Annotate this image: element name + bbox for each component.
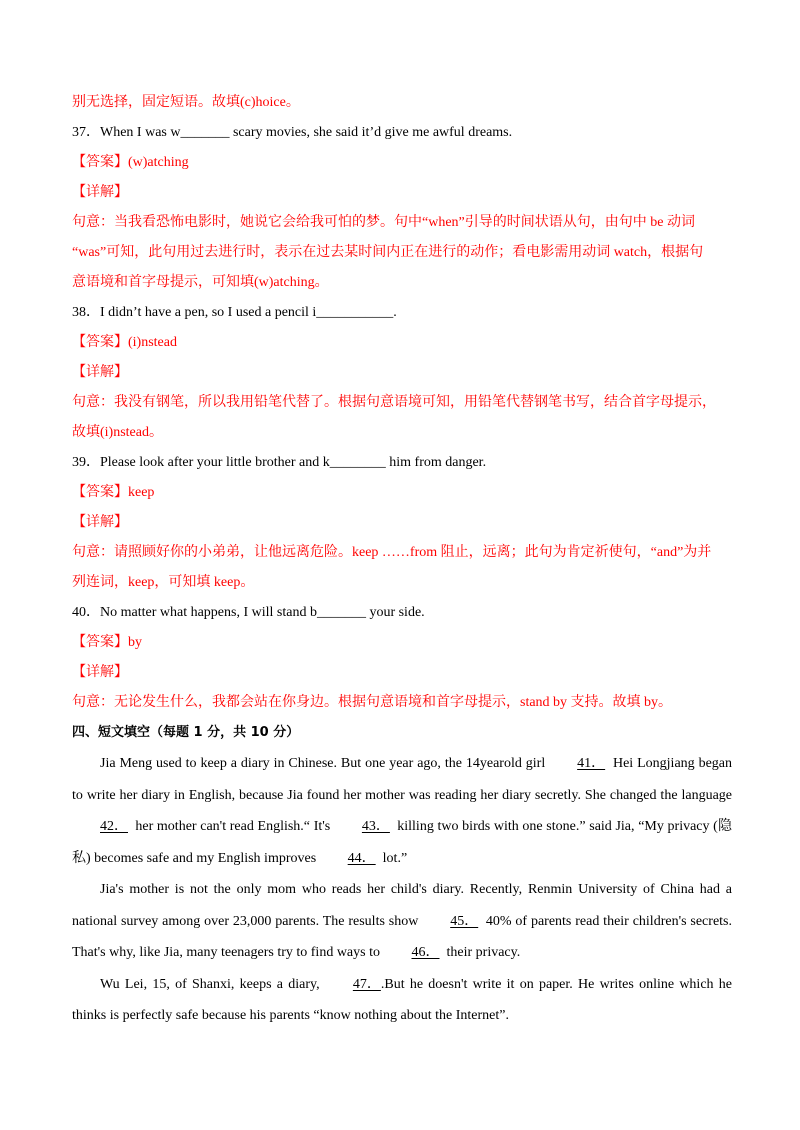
passage-text: .But he doesn't write it on paper. He writes online which he thinks is perfectly safe because his parents “know nothing about the Internet”. xyxy=(72,976,733,1023)
explanation-37-line-3 xyxy=(72,268,732,298)
passage-text: their privacy. xyxy=(446,945,521,960)
passage-text: her mother can't read English.“ It's xyxy=(135,819,331,834)
explanation-text: 句意：无论发生什么，我都会站在你身边。根据句意语境和首字母提示，stand by 支持。故填 by。 xyxy=(72,695,673,710)
explanation-text: 列连词，keep，可知填 keep。 xyxy=(72,575,255,590)
section-heading-text: 四、短文填空（每题 1 分，共 10 分） xyxy=(72,725,300,740)
question-text: 37．When I was w_______ scary movies, she said it’d give me awful dreams. xyxy=(72,125,513,140)
section-heading xyxy=(72,718,732,748)
answer-text: 【答案】(w)atching xyxy=(72,155,189,170)
detail-label: 【详解】 xyxy=(72,365,128,380)
passage-text: lot.” xyxy=(382,850,408,866)
passage-text: Jia Meng used to keep a diary in Chinese. But one year ago, the 14yearold girl xyxy=(100,756,546,771)
detail-label: 【详解】 xyxy=(72,665,128,680)
explanation-text: “was”可知，此句用过去进行时，表示在过去某时间内正在进行的动作；看电影需用动词 watch，根据句 xyxy=(72,245,704,260)
answer-40 xyxy=(72,628,732,658)
explanation-text: 故填(i)nstead。 xyxy=(72,425,163,440)
blank-46[interactable]: 46． xyxy=(411,945,440,960)
explanation-37-line-2 xyxy=(72,238,732,268)
explanation-40-line-1 xyxy=(72,688,732,718)
passage-paragraph-1 xyxy=(72,748,732,874)
explanation-39-line-2 xyxy=(72,568,732,598)
explanation-text: 意语境和首字母提示，可知填(w)atching。 xyxy=(72,275,329,290)
answer-text: 【答案】(i)nstead xyxy=(72,335,177,350)
answer-38 xyxy=(72,328,732,358)
passage-text: Jia's mother is not the only mom who reads her child's diary. Recently, Renmin University of China had a national survey among over 23,000 parents. The results show xyxy=(72,882,732,929)
question-text: 38．I didn’t have a pen, so I used a pencil i___________. xyxy=(72,305,397,320)
answer-37 xyxy=(72,148,732,178)
question-37 xyxy=(72,118,732,148)
blank-42[interactable]: 42． xyxy=(100,819,128,834)
question-38 xyxy=(72,298,732,328)
question-39 xyxy=(72,448,732,478)
detail-label-40 xyxy=(72,658,732,688)
passage-paragraph-2 xyxy=(72,874,732,969)
detail-label-39 xyxy=(72,508,732,538)
answer-text: 【答案】keep xyxy=(72,485,155,500)
blank-45[interactable]: 45． xyxy=(450,913,479,929)
explanation-36 xyxy=(72,88,732,118)
detail-label-37 xyxy=(72,178,732,208)
passage-text: Hei Longjiang began to write her diary in English, because Jia found her mother was reading her diary secretly. She changed the language xyxy=(72,756,733,803)
blank-41[interactable]: 41． xyxy=(577,756,606,771)
passage-text: 40% of parents read their children's secrets. That's why, like Jia, many teenagers try to find ways to xyxy=(72,913,732,960)
question-text: 39．Please look after your little brother and k________ him from danger. xyxy=(72,455,487,470)
explanation-37-line-1 xyxy=(72,208,732,238)
document-page xyxy=(72,88,732,1032)
answer-39 xyxy=(72,478,732,508)
explanation-text: 句意：我没有钢笔，所以我用铅笔代替了。根据句意语境可知，用铅笔代替钢笔书写，结合首字母提示， xyxy=(72,395,716,410)
passage-text: Wu Lei, 15, of Shanxi, keeps a diary, xyxy=(100,976,320,992)
explanation-text: 句意：请照顾好你的小弟弟，让他远离危险。keep ……from 阻止，远离；此句为肯定祈使句，“and”为并 xyxy=(72,545,712,560)
explanation-text: 别无选择，固定短语。故填(c)hoice。 xyxy=(72,95,300,110)
detail-label: 【详解】 xyxy=(72,185,128,200)
detail-label: 【详解】 xyxy=(72,515,128,530)
blank-44[interactable]: 44． xyxy=(347,850,376,866)
explanation-38-line-1 xyxy=(72,388,732,418)
explanation-38-line-2 xyxy=(72,418,732,448)
explanation-text: 句意：当我看恐怖电影时，她说它会给我可怕的梦。句中“when”引导的时间状语从句，由句中 be 动词 xyxy=(72,215,695,230)
explanation-39-line-1 xyxy=(72,538,732,568)
detail-label-38 xyxy=(72,358,732,388)
blank-43[interactable]: 43． xyxy=(361,819,390,834)
blank-47[interactable]: 47． xyxy=(352,976,381,992)
passage-paragraph-3 xyxy=(72,969,732,1032)
answer-text: 【答案】by xyxy=(72,635,142,650)
passage-text: killing two birds with one stone.” said Jia, “My privacy (隐私) becomes safe and my English improves xyxy=(72,819,733,866)
question-40 xyxy=(72,598,732,628)
question-text: 40．No matter what happens, I will stand b_______ your side. xyxy=(72,605,425,620)
